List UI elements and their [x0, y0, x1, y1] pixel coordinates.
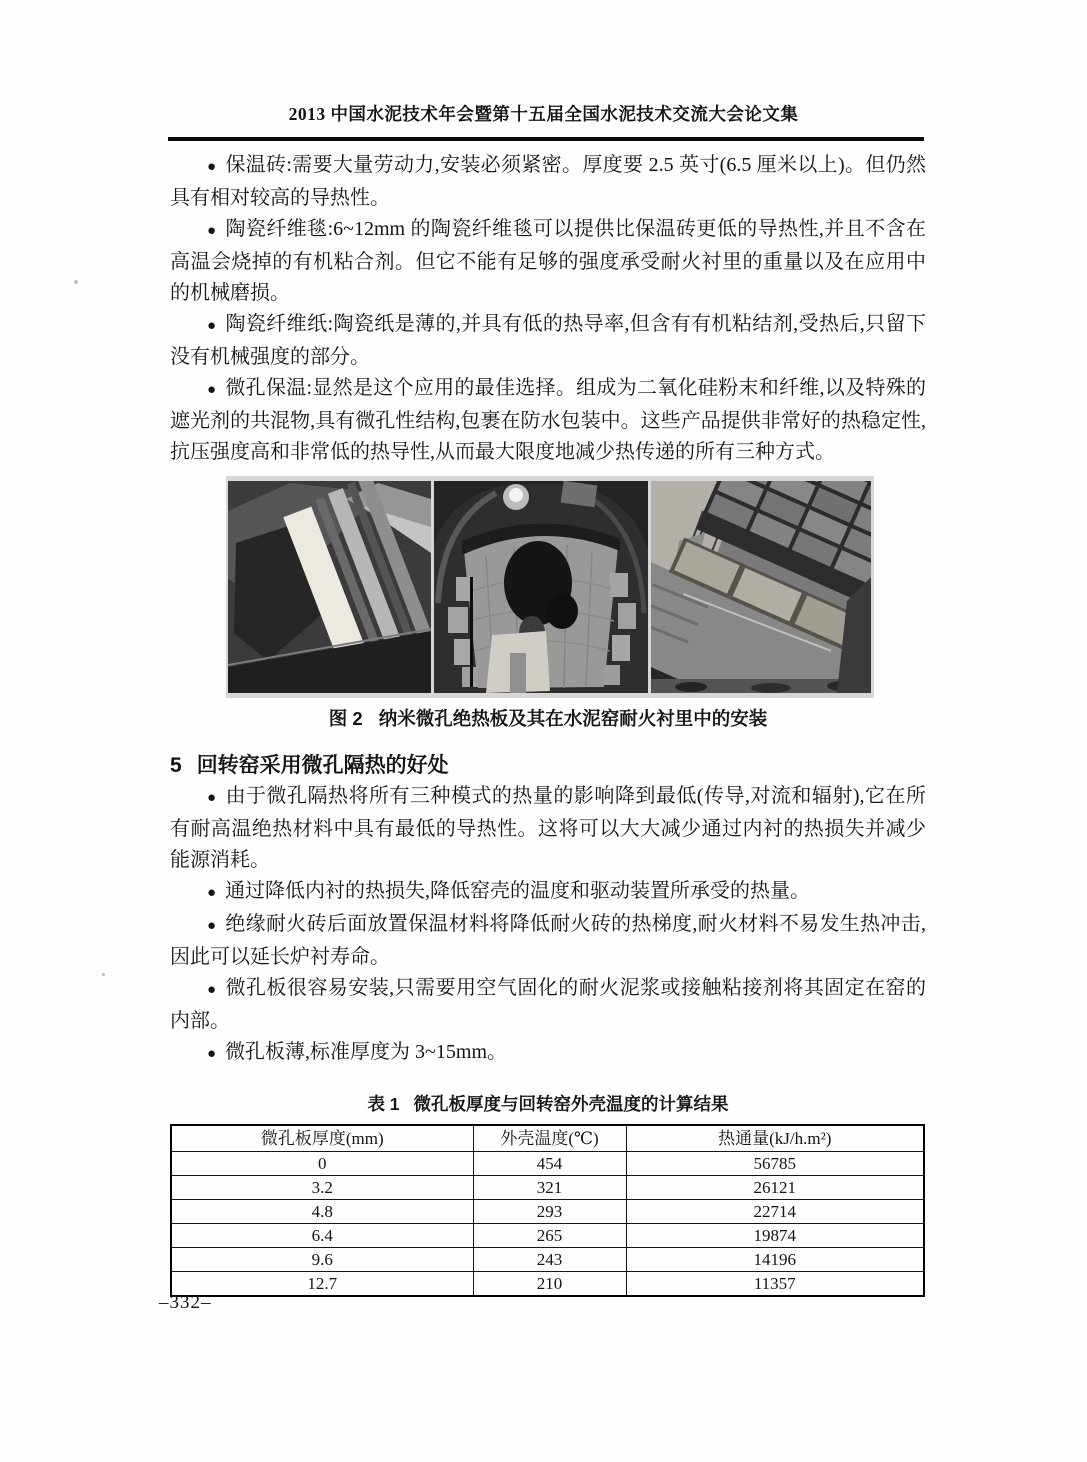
bullet-icon: ●	[207, 885, 217, 901]
figure-2-caption	[170, 707, 926, 731]
paragraph-ceramic-fiber-blanket	[170, 214, 926, 309]
page-header-title: 2013 中国水泥技术年会暨第十五届全国水泥技术交流大会论文集	[288, 104, 799, 124]
benefit-lower-shell-temperature	[170, 876, 926, 909]
scan-speck	[74, 280, 78, 284]
table-1	[170, 1124, 925, 1297]
column-header-shell-temperature: 外壳温度(℃)	[473, 1125, 626, 1152]
header-rule	[168, 137, 924, 141]
paragraph-ceramic-fiber-paper	[170, 309, 926, 373]
table-caption-text: 微孔板厚度与回转窑外壳温度的计算结果	[413, 1094, 729, 1114]
bullet-icon: ●	[207, 1046, 217, 1062]
paragraph-text: 通过降低内衬的热损失,降低窑壳的温度和驱动装置所承受的热量。	[225, 880, 811, 902]
page-number: –332–	[159, 1292, 212, 1313]
table-row	[171, 1176, 924, 1200]
paragraph-text: 由于微孔隔热将所有三种模式的热量的影响降到最低(传导,对流和辐射),它在所有耐高温绝热材料中具有最低的导热性。这将可以大大减少通过内衬的热损失并减少能源消耗。	[170, 785, 927, 871]
figure-caption-label: 图 2	[328, 708, 363, 729]
benefit-lowest-conductivity	[170, 781, 926, 876]
table-1-caption	[170, 1092, 926, 1116]
cell-temperature: 265	[473, 1224, 626, 1248]
page-body	[170, 150, 926, 1297]
bullet-icon: ●	[207, 982, 217, 998]
bullet-icon: ●	[207, 318, 217, 334]
figure-photo-brick-lining	[651, 481, 871, 693]
paragraph-text: 保温砖:需要大量劳动力,安装必须紧密。厚度要 2.5 英寸(6.5 厘米以上)。但仍然具有相对较高的导热性。	[170, 154, 926, 209]
column-header-heat-flux: 热通量(kJ/h.m²)	[626, 1125, 924, 1152]
figure-2-photo-strip	[226, 476, 874, 698]
cell-heat-flux: 56785	[626, 1152, 924, 1176]
bullet-icon: ●	[207, 223, 217, 239]
table-row	[171, 1248, 924, 1272]
bullet-icon: ●	[207, 159, 217, 175]
cell-heat-flux: 11357	[626, 1272, 924, 1297]
cell-heat-flux: 19874	[626, 1224, 924, 1248]
figure-photo-kiln-interior	[434, 481, 648, 693]
paragraph-text: 微孔板薄,标准厚度为 3~15mm。	[225, 1041, 507, 1063]
table-row	[171, 1152, 924, 1176]
benefit-thermal-gradient	[170, 909, 926, 973]
benefit-thin-panels	[170, 1037, 926, 1070]
bullet-icon: ●	[207, 790, 217, 806]
table-row	[171, 1224, 924, 1248]
cell-heat-flux: 14196	[626, 1248, 924, 1272]
cell-thickness: 3.2	[171, 1176, 473, 1200]
paragraph-insulating-brick	[170, 150, 926, 214]
cell-temperature: 243	[473, 1248, 626, 1272]
figure-caption-text: 纳米微孔绝热板及其在水泥窑耐火衬里中的安装	[378, 708, 768, 729]
cell-thickness: 4.8	[171, 1200, 473, 1224]
section-title: 回转窑采用微孔隔热的好处	[196, 754, 449, 777]
table-header-row	[171, 1125, 924, 1152]
section-number: 5	[170, 754, 182, 777]
cell-thickness: 0	[171, 1152, 473, 1176]
cell-heat-flux: 22714	[626, 1200, 924, 1224]
bullet-icon: ●	[207, 382, 217, 398]
scan-speck	[102, 973, 105, 976]
cell-thickness: 9.6	[171, 1248, 473, 1272]
benefit-easy-installation	[170, 973, 926, 1037]
paragraph-text: 微孔保温:显然是这个应用的最佳选择。组成为二氧化硅粉末和纤维,以及特殊的遮光剂的共混物,具有微孔性结构,包裹在防水包装中。这些产品提供非常好的热稳定性,抗压强度高和非常低的热导性,从而最大限度地减少热传递的所有三种方式。	[170, 377, 927, 463]
cell-heat-flux: 26121	[626, 1176, 924, 1200]
cell-thickness: 12.7	[171, 1272, 473, 1297]
paragraph-text: 微孔板很容易安装,只需要用空气固化的耐火泥浆或接触粘接剂将其固定在窑的内部。	[170, 977, 926, 1032]
paragraph-text: 陶瓷纤维毯:6~12mm 的陶瓷纤维毯可以提供比保温砖更低的导热性,并且不含在高温会烧掉的有机粘合剂。但它不能有足够的强度承受耐火衬里的重量以及在应用中的机械磨损。	[170, 218, 926, 304]
cell-temperature: 210	[473, 1272, 626, 1297]
cell-temperature: 293	[473, 1200, 626, 1224]
paragraph-text: 绝缘耐火砖后面放置保温材料将降低耐火砖的热梯度,耐火材料不易发生热冲击,因此可以延长炉衬寿命。	[170, 913, 927, 968]
column-header-thickness: 微孔板厚度(mm)	[171, 1125, 473, 1152]
paragraph-text: 陶瓷纤维纸:陶瓷纸是薄的,并具有低的热导率,但含有有机粘结剂,受热后,只留下没有机械强度的部分。	[170, 313, 926, 368]
section-5-heading	[170, 751, 926, 781]
cell-thickness: 6.4	[171, 1224, 473, 1248]
table-caption-label: 表 1	[367, 1094, 400, 1114]
paragraph-microporous-insulation	[170, 373, 926, 468]
table-row	[171, 1272, 924, 1297]
cell-temperature: 454	[473, 1152, 626, 1176]
figure-photo-panels	[228, 481, 431, 693]
bullet-icon: ●	[207, 918, 217, 934]
cell-temperature: 321	[473, 1176, 626, 1200]
table-row	[171, 1200, 924, 1224]
